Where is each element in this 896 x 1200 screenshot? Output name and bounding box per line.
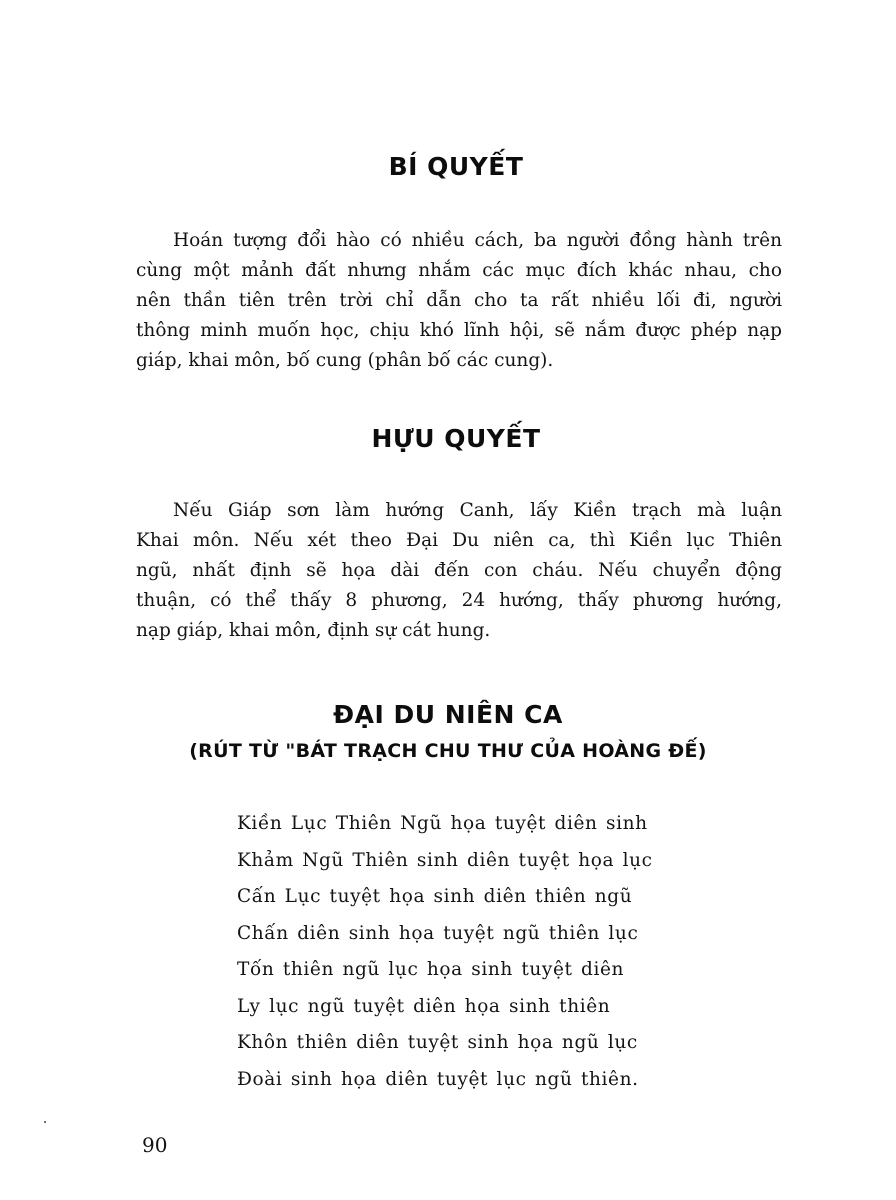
poem-line: Ly lục ngũ tuyệt diên họa sinh thiên: [237, 995, 611, 1017]
paragraph-line: Hoán tượng đổi hào có nhiều cách, ba người đồng hành trên: [173, 230, 782, 251]
section-title-dai-du-nien-ca: ĐẠI DU NIÊN CA: [333, 700, 563, 729]
paragraph-line: nên thần tiên trên trời chỉ dẫn cho ta rất nhiều lối đi, người: [136, 290, 782, 311]
section-title-bi-quyet: BÍ QUYẾT: [388, 152, 524, 181]
paragraph-bi-quyet: [136, 226, 782, 376]
paragraph-line: Nếu Giáp sơn làm hướng Canh, lấy Kiền trạch mà luận: [173, 500, 782, 521]
paragraph-line: nạp giáp, khai môn, định sự cát hung.: [136, 620, 491, 641]
paragraph-line: giáp, khai môn, bố cung (phân bố các cung).: [136, 350, 554, 371]
paragraph-line: thông minh muốn học, chịu khó lĩnh hội, sẽ nắm được phép nạp: [136, 320, 782, 341]
poem-verses: [237, 806, 653, 1098]
poem-line: Chấn diên sinh họa tuyệt ngũ thiên lục: [237, 922, 639, 944]
poem-line: Cấn Lục tuyệt họa sinh diên thiên ngũ: [237, 886, 633, 907]
paragraph-line: Khai môn. Nếu xét theo Đại Du niên ca, thì Kiền lục Thiên: [136, 530, 782, 551]
poem-line: Đoài sinh họa diên tuyệt lục ngũ thiên.: [237, 1068, 639, 1090]
section-subtitle-source: (RÚT TỪ "BÁT TRẠCH CHU THƯ CỦA HOÀNG ĐẾ): [189, 740, 707, 762]
poem-line: Kiền Lục Thiên Ngũ họa tuyệt diên sinh: [237, 813, 648, 834]
section-title-huu-quyet: HỰU QUYẾT: [371, 424, 541, 453]
poem-line: Tốn thiên ngũ lục họa sinh tuyệt diên: [237, 959, 625, 980]
paragraph-line: thuận, có thể thấy 8 phương, 24 hướng, thấy phương hướng,: [136, 590, 782, 611]
scan-speck: [44, 1121, 46, 1123]
poem-line: Khảm Ngũ Thiên sinh diên tuyệt họa lục: [237, 849, 653, 871]
poem-line: Khôn thiên diên tuyệt sinh họa ngũ lục: [237, 1032, 638, 1053]
paragraph-huu-quyet: [136, 496, 782, 646]
paragraph-line: ngũ, nhất định sẽ họa dài đến con cháu. Nếu chuyển động: [136, 560, 782, 581]
page-number: 90: [142, 1133, 168, 1157]
paragraph-line: cùng một mảnh đất nhưng nhắm các mục đích khác nhau, cho: [136, 260, 782, 281]
